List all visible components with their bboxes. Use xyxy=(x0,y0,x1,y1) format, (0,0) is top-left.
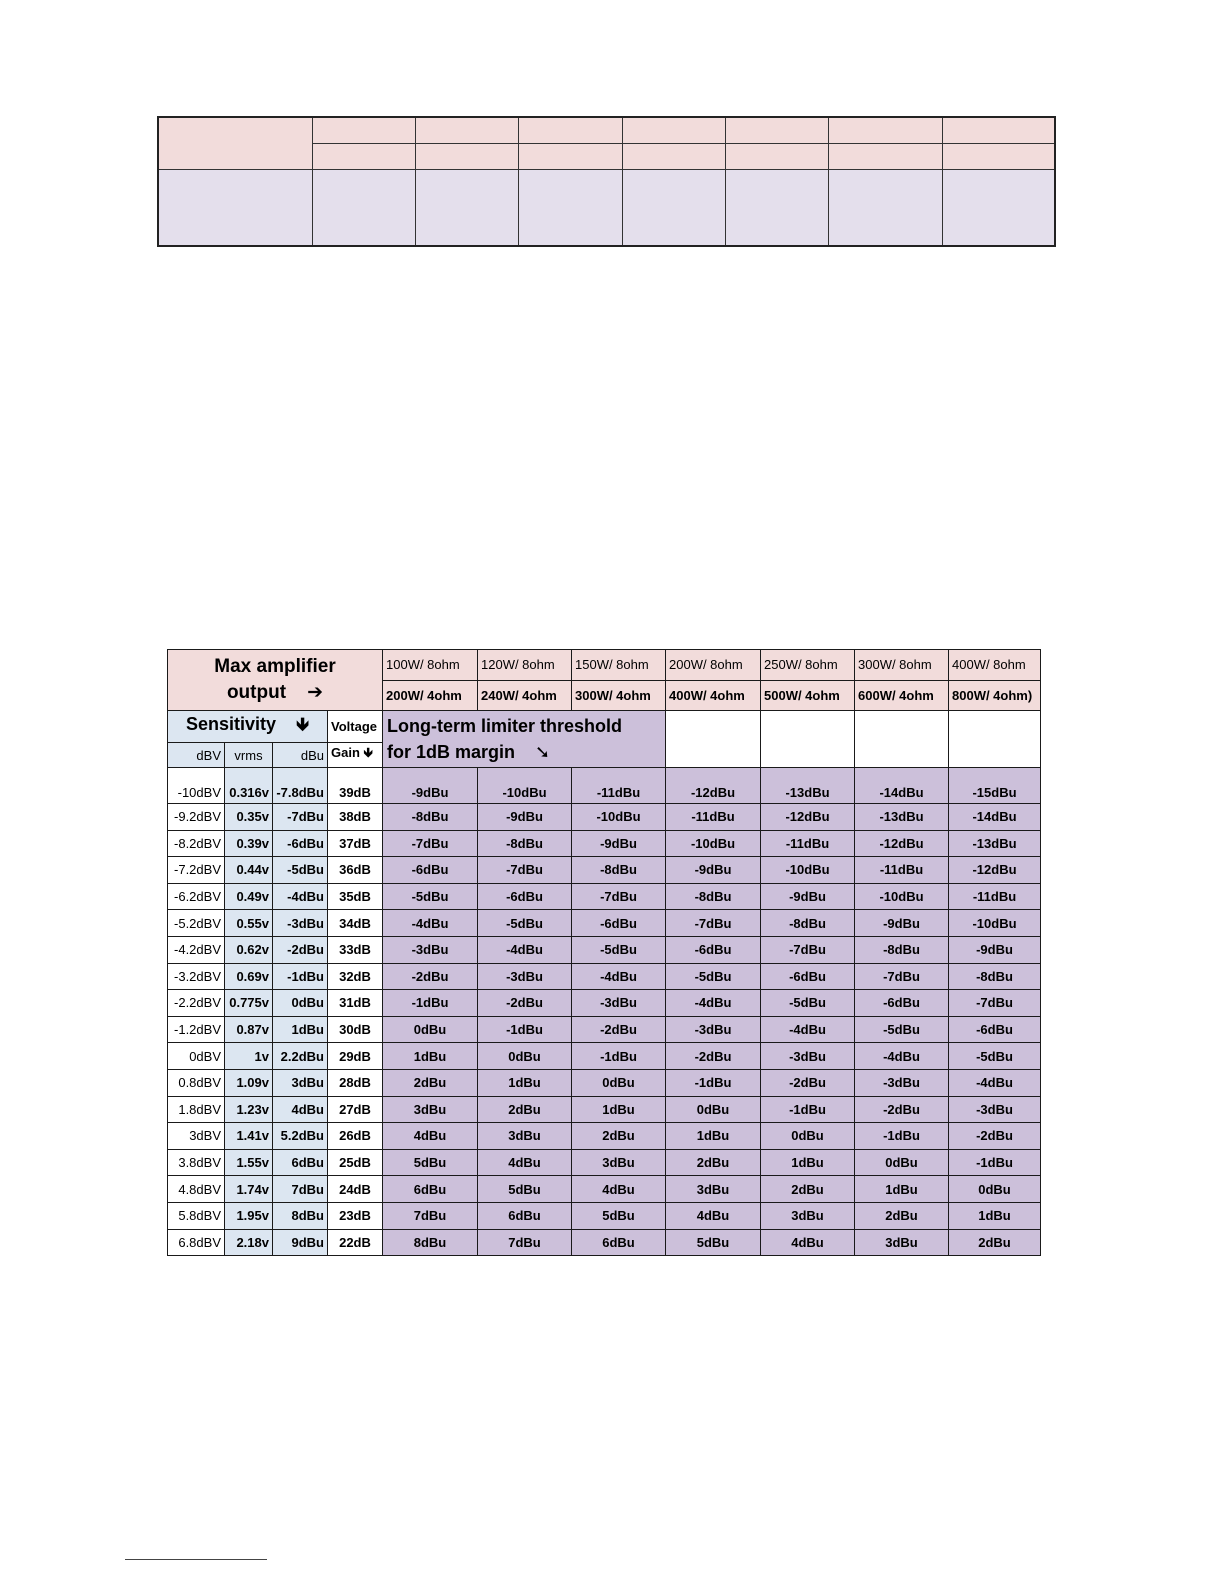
threshold-cell: -7dBu xyxy=(666,910,761,937)
threshold-cell: -9dBu xyxy=(572,830,666,857)
amp-4ohm-cell: 240W/ 4ohm xyxy=(478,680,572,711)
threshold-cell: -1dBu xyxy=(761,1096,855,1123)
threshold-cell: -4dBu xyxy=(572,963,666,990)
dbv-cell: -1.2dBV xyxy=(168,1016,225,1043)
threshold-cell: -8dBu xyxy=(478,830,572,857)
threshold-cell: -3dBu xyxy=(666,1016,761,1043)
top-table-cell xyxy=(942,170,1055,247)
threshold-cell: -3dBu xyxy=(855,1069,949,1096)
threshold-cell: -9dBu xyxy=(383,768,478,804)
threshold-cell: -2dBu xyxy=(855,1096,949,1123)
voltage-gain-cell: 25dB xyxy=(328,1149,383,1176)
dbu-cell: 5.2dBu xyxy=(273,1123,328,1150)
threshold-cell: 2dBu xyxy=(383,1069,478,1096)
max-output-line2: output xyxy=(226,682,287,703)
amp-4ohm-cell: 400W/ 4ohm xyxy=(666,680,761,711)
dbu-cell: -7dBu xyxy=(273,804,328,831)
table-row xyxy=(168,830,1041,857)
amp-4ohm-cell: 200W/ 4ohm xyxy=(383,680,478,711)
threshold-cell: 0dBu xyxy=(855,1149,949,1176)
threshold-cell: -1dBu xyxy=(383,990,478,1017)
threshold-cell: 1dBu xyxy=(761,1149,855,1176)
threshold-cell: 5dBu xyxy=(666,1229,761,1256)
table-row xyxy=(168,963,1041,990)
threshold-cell: 7dBu xyxy=(478,1229,572,1256)
voltage-gain-cell: 23dB xyxy=(328,1202,383,1229)
threshold-cell: -3dBu xyxy=(478,963,572,990)
sensitivity-label: Sensitivity xyxy=(186,713,277,734)
table-row xyxy=(168,1123,1041,1150)
empty-header-cell xyxy=(855,711,949,768)
threshold-cell: 0dBu xyxy=(666,1096,761,1123)
threshold-cell: 1dBu xyxy=(383,1043,478,1070)
threshold-cell: -4dBu xyxy=(855,1043,949,1070)
limiter-line2: for 1dB margin xyxy=(387,742,516,762)
threshold-cell: -2dBu xyxy=(761,1069,855,1096)
sensitivity-header xyxy=(168,711,328,743)
arrow-diagonal-icon: ➘ xyxy=(535,742,551,762)
dbu-cell: 6dBu xyxy=(273,1149,328,1176)
amp-4ohm-cell: 500W/ 4ohm xyxy=(761,680,855,711)
dbv-cell: -9.2dBV xyxy=(168,804,225,831)
dbu-cell: -2dBu xyxy=(273,936,328,963)
table-row xyxy=(168,1176,1041,1203)
table-row xyxy=(168,1096,1041,1123)
threshold-cell: -11dBu xyxy=(572,768,666,804)
top-empty-table xyxy=(157,116,1056,247)
threshold-cell: -2dBu xyxy=(666,1043,761,1070)
vrms-cell: 1.23v xyxy=(225,1096,273,1123)
voltage-gain-cell: 32dB xyxy=(328,963,383,990)
table-row xyxy=(168,1016,1041,1043)
threshold-cell: 0dBu xyxy=(383,1016,478,1043)
table-row xyxy=(168,768,1041,804)
threshold-cell: -8dBu xyxy=(761,910,855,937)
threshold-cell: -10dBu xyxy=(761,857,855,884)
dbu-cell: 2.2dBu xyxy=(273,1043,328,1070)
threshold-cell: -2dBu xyxy=(572,1016,666,1043)
top-table-cell xyxy=(942,117,1055,144)
voltage-gain-cell: 35dB xyxy=(328,883,383,910)
arrow-down-icon: 🡻 xyxy=(363,745,373,761)
amp-4ohm-cell: 600W/ 4ohm xyxy=(855,680,949,711)
top-table-cell xyxy=(828,117,942,144)
table-row xyxy=(168,936,1041,963)
voltage-gain-cell: 30dB xyxy=(328,1016,383,1043)
table-row xyxy=(168,883,1041,910)
dbv-cell: -3.2dBV xyxy=(168,963,225,990)
threshold-cell: 4dBu xyxy=(761,1229,855,1256)
dbu-cell: -5dBu xyxy=(273,857,328,884)
threshold-cell: -7dBu xyxy=(478,857,572,884)
threshold-cell: -8dBu xyxy=(572,857,666,884)
threshold-cell: 4dBu xyxy=(666,1202,761,1229)
voltage-gain-cell: 29dB xyxy=(328,1043,383,1070)
arrow-down-icon: 🡻 xyxy=(296,713,309,734)
threshold-cell: 0dBu xyxy=(572,1069,666,1096)
threshold-cell: 5dBu xyxy=(383,1149,478,1176)
threshold-cell: -15dBu xyxy=(949,768,1041,804)
threshold-cell: -9dBu xyxy=(761,883,855,910)
threshold-cell: -6dBu xyxy=(761,963,855,990)
threshold-cell: -2dBu xyxy=(478,990,572,1017)
threshold-cell: -8dBu xyxy=(855,936,949,963)
dbu-cell: 1dBu xyxy=(273,1016,328,1043)
dbv-cell: 4.8dBV xyxy=(168,1176,225,1203)
top-table-cell xyxy=(518,117,622,144)
top-table-cell xyxy=(415,144,518,170)
threshold-cell: 4dBu xyxy=(572,1176,666,1203)
threshold-cell: 0dBu xyxy=(949,1176,1041,1203)
threshold-cell: -5dBu xyxy=(761,990,855,1017)
limiter-threshold-table xyxy=(167,649,1041,1256)
amp-4ohm-cell: 300W/ 4ohm xyxy=(572,680,666,711)
top-table-cell xyxy=(312,170,415,247)
dbv-cell: 5.8dBV xyxy=(168,1202,225,1229)
threshold-cell: -4dBu xyxy=(478,936,572,963)
amp-8ohm-cell: 400W/ 8ohm xyxy=(949,650,1041,681)
threshold-cell: -7dBu xyxy=(383,830,478,857)
threshold-cell: -10dBu xyxy=(855,883,949,910)
threshold-cell: -5dBu xyxy=(572,936,666,963)
vrms-cell: 1.09v xyxy=(225,1069,273,1096)
top-table-cell xyxy=(725,117,828,144)
limiter-threshold-header xyxy=(383,711,666,768)
top-table-cell xyxy=(725,170,828,247)
dbu-cell: 3dBu xyxy=(273,1069,328,1096)
threshold-cell: -6dBu xyxy=(383,857,478,884)
threshold-cell: -1dBu xyxy=(949,1149,1041,1176)
threshold-cell: -6dBu xyxy=(572,910,666,937)
max-output-line1: Max amplifier xyxy=(214,656,336,677)
vrms-cell: 0.44v xyxy=(225,857,273,884)
vrms-cell: 0.87v xyxy=(225,1016,273,1043)
amp-8ohm-cell: 300W/ 8ohm xyxy=(855,650,949,681)
dbu-cell: 8dBu xyxy=(273,1202,328,1229)
dbv-cell: -7.2dBV xyxy=(168,857,225,884)
threshold-cell: 3dBu xyxy=(855,1229,949,1256)
threshold-cell: -10dBu xyxy=(572,804,666,831)
top-table-cell xyxy=(622,170,725,247)
table-row xyxy=(168,990,1041,1017)
top-table-cell xyxy=(415,170,518,247)
threshold-cell: -1dBu xyxy=(666,1069,761,1096)
table-row xyxy=(168,1043,1041,1070)
threshold-cell: -5dBu xyxy=(855,1016,949,1043)
top-table-cell xyxy=(312,117,415,144)
dbv-cell: 6.8dBV xyxy=(168,1229,225,1256)
amp-8ohm-cell: 100W/ 8ohm xyxy=(383,650,478,681)
threshold-cell: -13dBu xyxy=(855,804,949,831)
vrms-cell: 1v xyxy=(225,1043,273,1070)
threshold-cell: 1dBu xyxy=(949,1202,1041,1229)
threshold-cell: -11dBu xyxy=(666,804,761,831)
threshold-cell: -3dBu xyxy=(949,1096,1041,1123)
threshold-cell: -8dBu xyxy=(949,963,1041,990)
dbu-cell: 4dBu xyxy=(273,1096,328,1123)
threshold-cell: 3dBu xyxy=(572,1149,666,1176)
threshold-cell: -4dBu xyxy=(761,1016,855,1043)
voltage-gain-cell: 24dB xyxy=(328,1176,383,1203)
dbu-cell: -7.8dBu xyxy=(273,768,328,804)
threshold-cell: -5dBu xyxy=(666,963,761,990)
dbu-cell: -1dBu xyxy=(273,963,328,990)
empty-header-cell xyxy=(666,711,761,768)
vrms-cell: 0.62v xyxy=(225,936,273,963)
threshold-cell: -3dBu xyxy=(572,990,666,1017)
voltage-gain-line1: Voltage xyxy=(328,711,383,743)
threshold-cell: 3dBu xyxy=(478,1123,572,1150)
dbu-cell: 0dBu xyxy=(273,990,328,1017)
vrms-cell: 0.49v xyxy=(225,883,273,910)
amp-8ohm-cell: 150W/ 8ohm xyxy=(572,650,666,681)
dbu-cell: -4dBu xyxy=(273,883,328,910)
threshold-cell: -1dBu xyxy=(855,1123,949,1150)
voltage-gain-cell: 31dB xyxy=(328,990,383,1017)
arrow-right-icon: ➔ xyxy=(307,682,324,703)
table-row xyxy=(168,1149,1041,1176)
vrms-cell: 2.18v xyxy=(225,1229,273,1256)
voltage-gain-cell: 26dB xyxy=(328,1123,383,1150)
threshold-cell: -5dBu xyxy=(949,1043,1041,1070)
threshold-cell: -12dBu xyxy=(666,768,761,804)
threshold-cell: 2dBu xyxy=(949,1229,1041,1256)
threshold-cell: -9dBu xyxy=(666,857,761,884)
threshold-cell: -6dBu xyxy=(855,990,949,1017)
dbu-cell: -6dBu xyxy=(273,830,328,857)
threshold-cell: 2dBu xyxy=(855,1202,949,1229)
dbv-cell: -4.2dBV xyxy=(168,936,225,963)
threshold-cell: -8dBu xyxy=(383,804,478,831)
footnote-separator xyxy=(125,1559,267,1560)
amp-4ohm-cell: 800W/ 4ohm) xyxy=(949,680,1041,711)
vrms-cell: 0.35v xyxy=(225,804,273,831)
threshold-cell: -9dBu xyxy=(478,804,572,831)
threshold-cell: -6dBu xyxy=(478,883,572,910)
empty-header-cell xyxy=(761,711,855,768)
dbv-cell: -8.2dBV xyxy=(168,830,225,857)
threshold-cell: -12dBu xyxy=(855,830,949,857)
voltage-gain-cell: 27dB xyxy=(328,1096,383,1123)
threshold-cell: 1dBu xyxy=(572,1096,666,1123)
threshold-cell: -2dBu xyxy=(383,963,478,990)
threshold-cell: 6dBu xyxy=(478,1202,572,1229)
threshold-cell: -1dBu xyxy=(478,1016,572,1043)
dbu-cell: 9dBu xyxy=(273,1229,328,1256)
threshold-cell: 4dBu xyxy=(383,1123,478,1150)
voltage-gain-cell: 36dB xyxy=(328,857,383,884)
threshold-cell: -13dBu xyxy=(949,830,1041,857)
threshold-cell: -2dBu xyxy=(949,1123,1041,1150)
table-row xyxy=(168,910,1041,937)
threshold-cell: 2dBu xyxy=(478,1096,572,1123)
top-table-cell xyxy=(415,117,518,144)
col-header-vrms: vrms xyxy=(225,743,273,768)
threshold-cell: -14dBu xyxy=(855,768,949,804)
threshold-cell: -5dBu xyxy=(383,883,478,910)
voltage-gain-cell: 33dB xyxy=(328,936,383,963)
threshold-cell: 4dBu xyxy=(478,1149,572,1176)
threshold-cell: -7dBu xyxy=(855,963,949,990)
threshold-cell: -8dBu xyxy=(666,883,761,910)
voltage-gain-cell: 22dB xyxy=(328,1229,383,1256)
dbv-cell: 0dBV xyxy=(168,1043,225,1070)
dbv-cell: -2.2dBV xyxy=(168,990,225,1017)
threshold-cell: 3dBu xyxy=(666,1176,761,1203)
threshold-cell: -1dBu xyxy=(572,1043,666,1070)
vrms-cell: 0.316v xyxy=(225,768,273,804)
top-table-cell xyxy=(828,144,942,170)
threshold-cell: 3dBu xyxy=(383,1096,478,1123)
vrms-cell: 0.69v xyxy=(225,963,273,990)
top-table-cell xyxy=(518,170,622,247)
threshold-cell: -13dBu xyxy=(761,768,855,804)
voltage-gain-cell: 39dB xyxy=(328,768,383,804)
threshold-cell: 7dBu xyxy=(383,1202,478,1229)
vrms-cell: 1.41v xyxy=(225,1123,273,1150)
threshold-cell: -11dBu xyxy=(949,883,1041,910)
vrms-cell: 1.95v xyxy=(225,1202,273,1229)
threshold-cell: -12dBu xyxy=(949,857,1041,884)
dbv-cell: -10dBV xyxy=(168,768,225,804)
threshold-cell: 1dBu xyxy=(478,1069,572,1096)
threshold-cell: -7dBu xyxy=(949,990,1041,1017)
dbv-cell: 3dBV xyxy=(168,1123,225,1150)
max-output-header xyxy=(168,650,383,711)
threshold-cell: -9dBu xyxy=(855,910,949,937)
top-table-cell xyxy=(725,144,828,170)
table-row xyxy=(168,857,1041,884)
threshold-cell: 0dBu xyxy=(761,1123,855,1150)
threshold-cell: -10dBu xyxy=(949,910,1041,937)
top-table-corner-cell xyxy=(158,117,312,170)
vrms-cell: 1.55v xyxy=(225,1149,273,1176)
amp-8ohm-cell: 120W/ 8ohm xyxy=(478,650,572,681)
col-header-dbu: dBu xyxy=(273,743,328,768)
threshold-cell: -10dBu xyxy=(478,768,572,804)
vrms-cell: 0.775v xyxy=(225,990,273,1017)
top-table-cell xyxy=(622,117,725,144)
dbu-cell: 7dBu xyxy=(273,1176,328,1203)
amp-8ohm-cell: 200W/ 8ohm xyxy=(666,650,761,681)
threshold-cell: -7dBu xyxy=(572,883,666,910)
threshold-cell: 6dBu xyxy=(572,1229,666,1256)
table-row xyxy=(168,1069,1041,1096)
threshold-cell: -4dBu xyxy=(666,990,761,1017)
voltage-gain-line2: Gain 🡻 xyxy=(328,743,383,768)
threshold-cell: 1dBu xyxy=(666,1123,761,1150)
threshold-cell: 2dBu xyxy=(666,1149,761,1176)
vrms-cell: 0.39v xyxy=(225,830,273,857)
threshold-cell: 2dBu xyxy=(761,1176,855,1203)
threshold-cell: -3dBu xyxy=(383,936,478,963)
threshold-cell: -11dBu xyxy=(761,830,855,857)
threshold-cell: -10dBu xyxy=(666,830,761,857)
voltage-gain-cell: 28dB xyxy=(328,1069,383,1096)
table-row xyxy=(168,1229,1041,1256)
voltage-gain-cell: 37dB xyxy=(328,830,383,857)
dbv-cell: -5.2dBV xyxy=(168,910,225,937)
threshold-cell: -6dBu xyxy=(666,936,761,963)
voltage-gain-cell: 38dB xyxy=(328,804,383,831)
threshold-cell: 0dBu xyxy=(478,1043,572,1070)
dbv-cell: -6.2dBV xyxy=(168,883,225,910)
top-table-cell xyxy=(828,170,942,247)
vrms-cell: 0.55v xyxy=(225,910,273,937)
threshold-cell: -12dBu xyxy=(761,804,855,831)
dbv-cell: 1.8dBV xyxy=(168,1096,225,1123)
threshold-cell: -4dBu xyxy=(949,1069,1041,1096)
top-table-cell xyxy=(158,170,312,247)
threshold-cell: 5dBu xyxy=(478,1176,572,1203)
limiter-line1: Long-term limiter threshold xyxy=(387,716,623,736)
threshold-cell: -5dBu xyxy=(478,910,572,937)
threshold-cell: -9dBu xyxy=(949,936,1041,963)
threshold-cell: -3dBu xyxy=(761,1043,855,1070)
threshold-cell: 3dBu xyxy=(761,1202,855,1229)
threshold-cell: -4dBu xyxy=(383,910,478,937)
empty-header-cell xyxy=(949,711,1041,768)
threshold-cell: 6dBu xyxy=(383,1176,478,1203)
threshold-cell: -14dBu xyxy=(949,804,1041,831)
top-table-cell xyxy=(942,144,1055,170)
threshold-cell: 1dBu xyxy=(855,1176,949,1203)
top-table-cell xyxy=(622,144,725,170)
dbu-cell: -3dBu xyxy=(273,910,328,937)
threshold-cell: 5dBu xyxy=(572,1202,666,1229)
threshold-cell: 8dBu xyxy=(383,1229,478,1256)
table-row xyxy=(168,1202,1041,1229)
voltage-gain-cell: 34dB xyxy=(328,910,383,937)
threshold-cell: -11dBu xyxy=(855,857,949,884)
dbv-cell: 0.8dBV xyxy=(168,1069,225,1096)
threshold-cell: 2dBu xyxy=(572,1123,666,1150)
col-header-dbv: dBV xyxy=(168,743,225,768)
amp-8ohm-cell: 250W/ 8ohm xyxy=(761,650,855,681)
dbv-cell: 3.8dBV xyxy=(168,1149,225,1176)
top-table-cell xyxy=(518,144,622,170)
threshold-cell: -6dBu xyxy=(949,1016,1041,1043)
table-row xyxy=(168,804,1041,831)
vrms-cell: 1.74v xyxy=(225,1176,273,1203)
top-table-cell xyxy=(312,144,415,170)
threshold-cell: -7dBu xyxy=(761,936,855,963)
